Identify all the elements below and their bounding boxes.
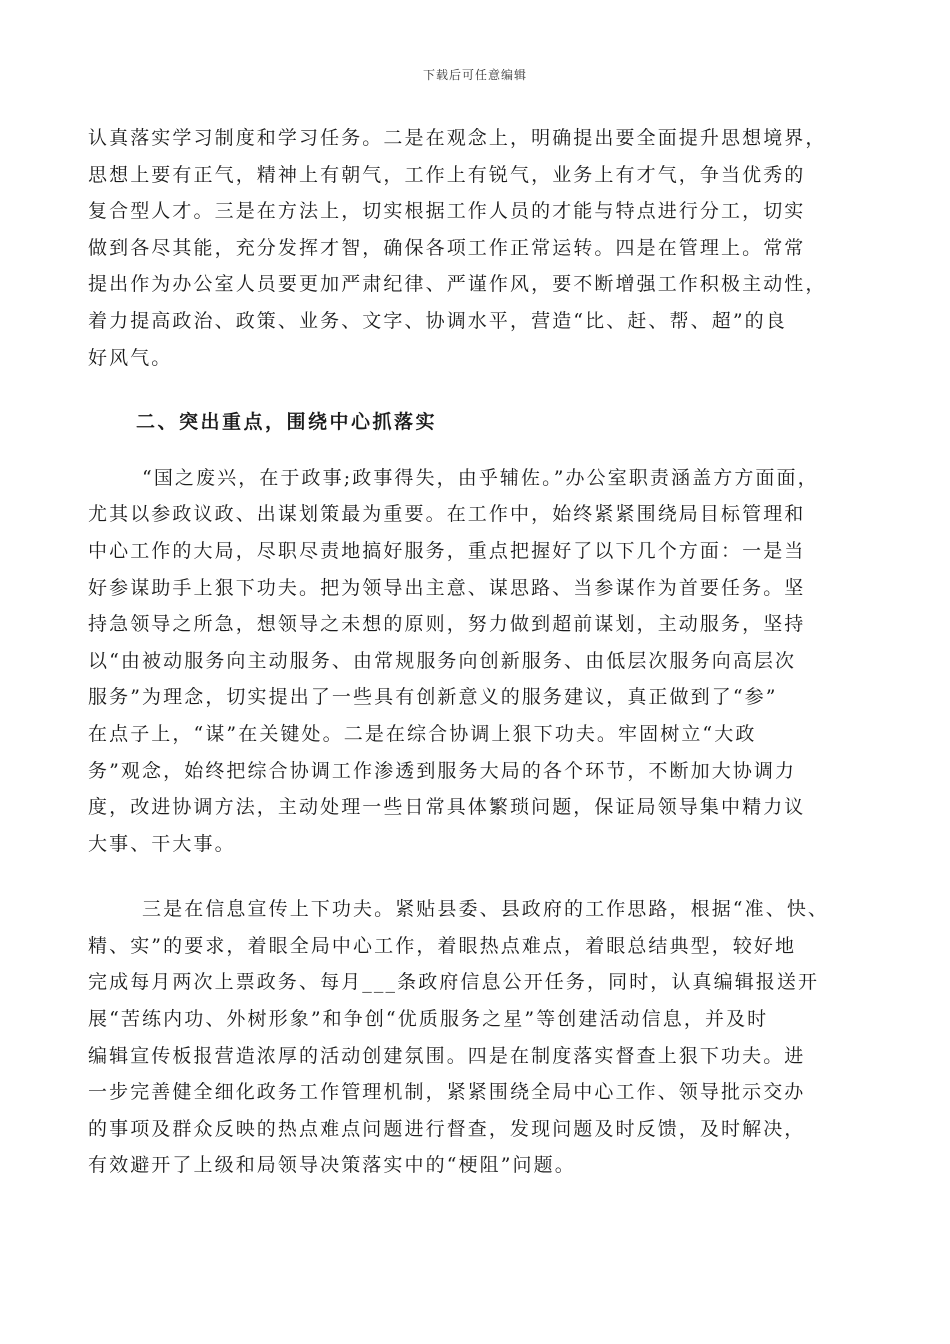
header-note: 下载后可任意编辑: [422, 68, 527, 82]
paragraph-line: 务”观念，始终把综合协调工作渗透到服务大局的各个环节，不断加大协调力: [88, 759, 797, 782]
paragraph-line: 大事、干大事。: [88, 832, 236, 855]
paragraph-line: 尤其以参政议政、出谋划策最为重要。在工作中，始终紧紧围绕局目标管理和: [88, 503, 806, 526]
paragraph-line: 持急领导之所急，想领导之未想的原则，努力做到超前谋划，主动服务，坚持: [88, 613, 806, 636]
paragraph-line: 有效避开了上级和局领导决策落实中的“梗阻”问题。: [88, 1154, 576, 1177]
paragraph-line: 提出作为办公室人员要更加严肃纪律、严谨作风，要不断增强工作积极主动性，: [88, 273, 827, 296]
paragraph-line: 编辑宣传板报营造浓厚的活动创建氛围。四是在制度落实督查上狠下功夫。进: [88, 1044, 806, 1067]
document-body: [88, 120, 868, 1184]
paragraph-line: 着力提高政治、政策、业务、文字、协调水平，营造“比、赶、帮、超”的良: [88, 309, 787, 332]
paragraph-line: 好风气。: [88, 346, 173, 369]
paragraph-line: “国之废兴，在于政事;政事得失，由乎辅佐。”办公室职责涵盖方方面面，: [142, 466, 819, 489]
section-heading: 二、突出重点，围绕中心抓落实: [136, 411, 438, 434]
paragraph-line: 一步完善健全细化政务工作管理机制，紧紧围绕全局中心工作、领导批示交办: [88, 1081, 806, 1104]
paragraph-line: 服务”为理念，切实提出了一些具有创新意义的服务建议，真正做到了“参”: [88, 686, 778, 709]
paragraph-line: 做到各尽其能，充分发挥才智，确保各项工作正常运转。四是在管理上。常常: [88, 236, 806, 259]
paragraph-1: [88, 120, 868, 376]
paragraph-line: 好参谋助手上狠下功夫。把为领导出主意、谋思路、当参谋作为首要任务。坚: [88, 576, 806, 599]
paragraph-line: 度，改进协调方法，主动处理一些日常具体繁琐问题，保证局领导集中精力议: [88, 796, 806, 819]
paragraph-line: 认真落实学习制度和学习任务。二是在观念上，明确提出要全面提升思想境界，: [88, 127, 827, 149]
paragraph-line: 展“苦练内功、外树形象”和争创“优质服务之星”等创建活动信息，并及时: [88, 1008, 769, 1031]
paragraph-3: [88, 891, 868, 1184]
paragraph-line: 复合型人才。三是在方法上，切实根据工作人员的才能与特点进行分工，切实: [88, 200, 806, 223]
paragraph-2: [88, 460, 868, 863]
paragraph-line: 思想上要有正气，精神上有朝气，工作上有锐气，业务上有才气，争当优秀的: [88, 163, 806, 186]
paragraph-line: 三是在信息宣传上下功夫。紧贴县委、县政府的工作思路，根据“准、快、: [142, 898, 830, 921]
paragraph-line: 精、实”的要求，着眼全局中心工作，着眼热点难点，着眼总结典型，较好地: [88, 934, 797, 957]
paragraph-line: 以“由被动服务向主动服务、由常规服务向创新服务、由低层次服务向高层次: [88, 649, 797, 672]
paragraph-line: 在点子上，“谋”在关键处。二是在综合协调上狠下功夫。牢固树立“大政: [88, 722, 757, 745]
paragraph-line: 的事项及群众反映的热点难点问题进行督查，发现问题及时反馈，及时解决，: [88, 1117, 806, 1140]
paragraph-line: 中心工作的大局，尽职尽责地搞好服务，重点把握好了以下几个方面：一是当: [88, 539, 806, 562]
paragraph-line: 完成每月两次上票政务、每月___条政府信息公开任务，同时，认真编辑报送开: [88, 971, 820, 994]
